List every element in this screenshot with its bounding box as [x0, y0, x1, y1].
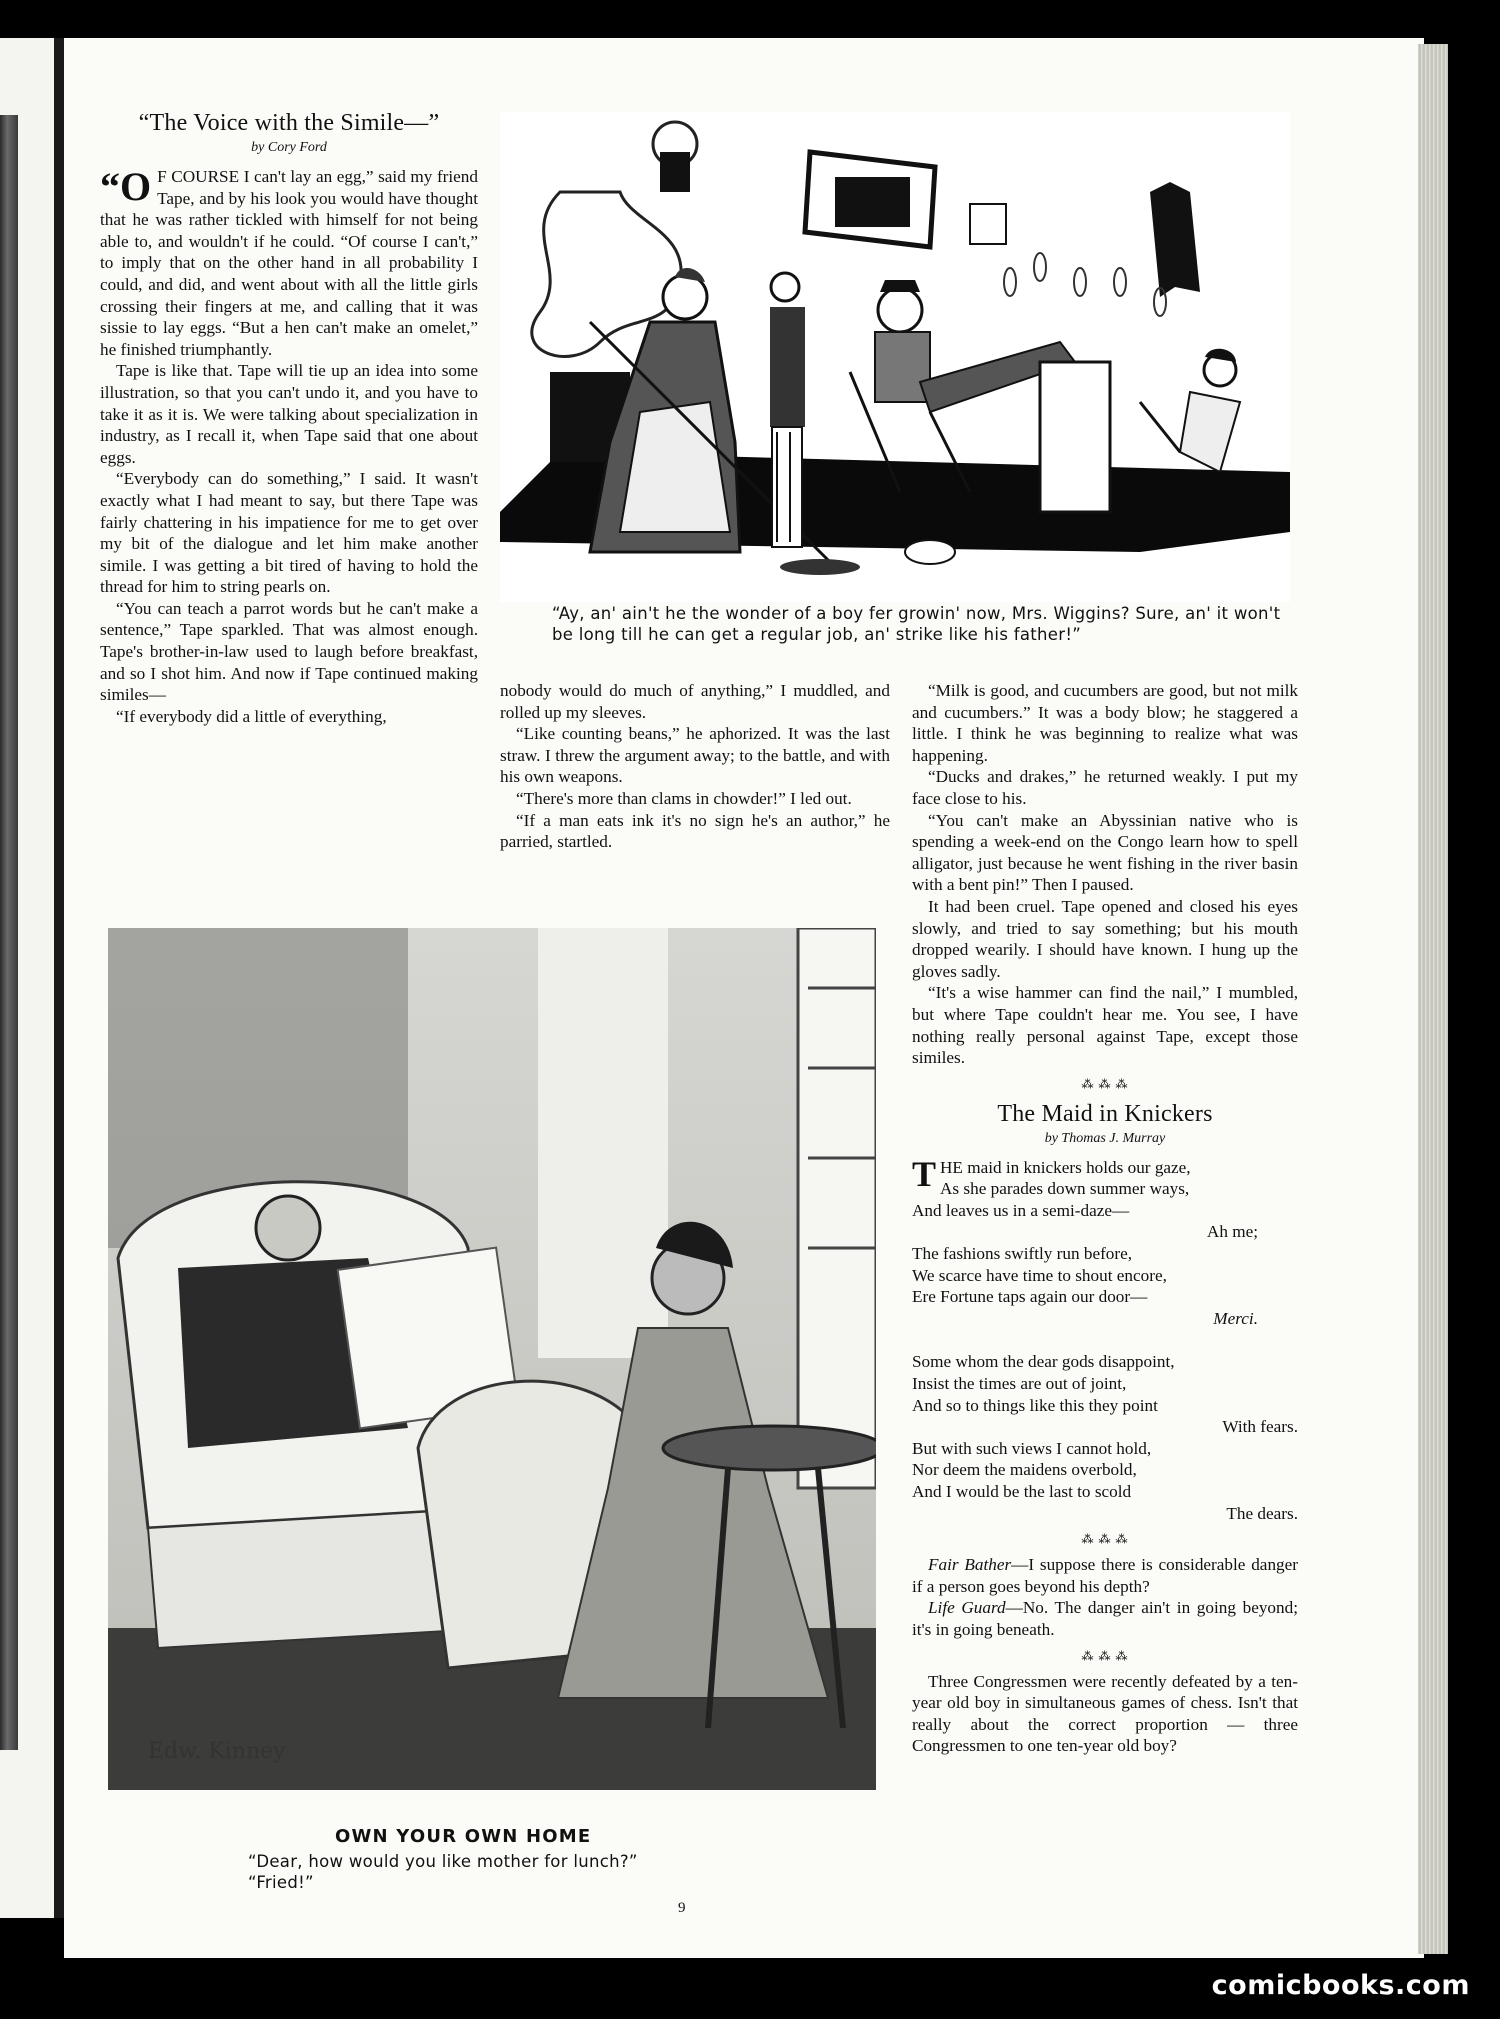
article-paragraph: “Everybody can do something,” I said. It wasn't exactly what I had meant to say, but there Tape was fairly chattering in his impatience for me to get over my bit of the dialogue and let him make another simile. I was getting a bit tired of having to hold the thread for him to string pearls on. [100, 469, 478, 597]
article-byline: by Cory Ford [251, 140, 327, 155]
drop-cap: “O [100, 164, 152, 209]
article-column-1 [100, 108, 478, 727]
joke-life-guard: Life Guard—No. The danger ain't in going beyond; it's in going beneath. [912, 1598, 1298, 1639]
poem-title: The Maid in Knickers [997, 1100, 1213, 1127]
poem-byline: by Thomas J. Murray [1044, 1130, 1166, 1146]
illustration-own-your-own-home [108, 928, 876, 1790]
article-title: “The Voice with the Simile—” [138, 110, 440, 136]
article-paragraph: Tape is like that. Tape will tie up an idea into some illustration, so that you can't undo it, and you have to take it as it is. We were talking about specialization in industry, as I recall it, when Tape said that one about eggs. [100, 361, 478, 467]
section-divider: ⁂ ⁂ ⁂ [1081, 1648, 1129, 1663]
poem-stanza-1: THE maid in knickers holds our gaze, As she parades down summer ways, And leaves us in a semi-daze— Ah me; The fashions swiftly run before, We scarce have time to shout encore, Ere Fortune taps again our door— Merci. [912, 1153, 1258, 1328]
joke-congressmen: Three Congressmen were recently defeated by a ten-year old boy in simultaneous games of chess. Isn't that really about the correct proportion — three Congressmen to one ten-year old boy? [912, 1671, 1298, 1756]
cartoon-dialogue-line-2: “Fried!” [248, 1873, 314, 1892]
cartoon-title: OWN YOUR OWN HOME [335, 1826, 592, 1847]
article-paragraph: “You can teach a parrot words but he can't make a sentence,” Tape sparkled. That was almost enough. Tape's brother-in-law used to laugh before breakfast, and so I shot him. And now if Tape continued making similes— [100, 598, 478, 705]
article-column-3 [912, 680, 1298, 1757]
article-paragraph: “Ducks and drakes,” he returned weakly. I put my face close to his. [912, 767, 1298, 808]
section-divider: ⁂ ⁂ ⁂ [1081, 1532, 1129, 1547]
article-paragraph: nobody would do much of anything,” I muddled, and rolled up my sleeves. [500, 681, 890, 722]
article-paragraph: “Milk is good, and cucumbers are good, but not milk and cucumbers.” It was a body blow; he staggered a little. I think he was beginning to realize what was happening. [912, 681, 1298, 765]
article-paragraph: “O F COURSE I can't lay an egg,” said my friend Tape, and by his look you would have thought that he was rather tickled with himself for not being able to, and wouldn't if he could. “Of course I can't,” to imply that on the other hand in all probability I could, and did, and went about with all the little girls crossing their fingers at me, and calling that it was sissie to lay eggs. “But a hen can't make an omelet,” he finished triumphantly. [100, 164, 478, 359]
poem-drop-cap: T [912, 1153, 937, 1194]
article-paragraph: “Like counting beans,” he aphorized. It was the last straw. I threw the argument away; to the battle, and with his own weapons. [500, 724, 890, 787]
article-column-2 [500, 680, 890, 853]
cartoon-kitchen-drawing [500, 112, 1290, 602]
illustration-signature: Edw. Kinney [148, 1739, 286, 1764]
article-paragraph: “If everybody did a little of everything, [116, 706, 387, 726]
cartoon-caption: “Ay, an' ain't he the wonder of a boy fer growin' now, Mrs. Wiggins? Sure, an' it won't be long till he can get a regular job, an' strike like his father!” [552, 604, 1281, 644]
article-paragraph: It had been cruel. Tape opened and closed his eyes slowly, and tried to say something; but his mouth dropped wearily. I should have known. I hung up the gloves sadly. [912, 896, 1298, 981]
sitting-room-drawing [108, 928, 876, 1790]
article-paragraph: “You can't make an Abyssinian native who is spending a week-end on the Congo learn how to spell alligator, just because he went fishing in the river basin with a bent pin!” Then I paused. [912, 810, 1298, 895]
left-page-image-strip [0, 115, 18, 1750]
cartoon-dialogue-line-1: “Dear, how would you like mother for lunch?” [248, 1852, 638, 1871]
watermark-logo: comicbooks.com [1211, 1970, 1470, 2001]
page-edge-stack [1418, 44, 1448, 1954]
poem-stanza-2: Some whom the dear gods disappoint, Insist the times are out of joint, And so to things like this they point With fears. But with such views I cannot hold, Nor deem the maidens overbold, And I would be the last to scold The dears. [912, 1352, 1298, 1523]
article-paragraph: “It's a wise hammer can find the nail,” I mumbled, but where Tape couldn't hear me. You see, I have nothing really personal against Tape, except those similes. [912, 983, 1298, 1068]
article-paragraph: “There's more than clams in chowder!” I led out. [516, 788, 852, 808]
cartoon-kitchen-family [500, 112, 1290, 602]
article-paragraph: “If a man eats ink it's no sign he's an author,” he parried, startled. [500, 810, 890, 852]
binding-gutter [54, 38, 64, 1918]
joke-fair-bather: Fair Bather—I suppose there is considerable danger if a person goes beyond his depth? [912, 1555, 1298, 1596]
section-divider: ⁂ ⁂ ⁂ [1081, 1076, 1129, 1091]
page-number: 9 [678, 1900, 686, 1916]
